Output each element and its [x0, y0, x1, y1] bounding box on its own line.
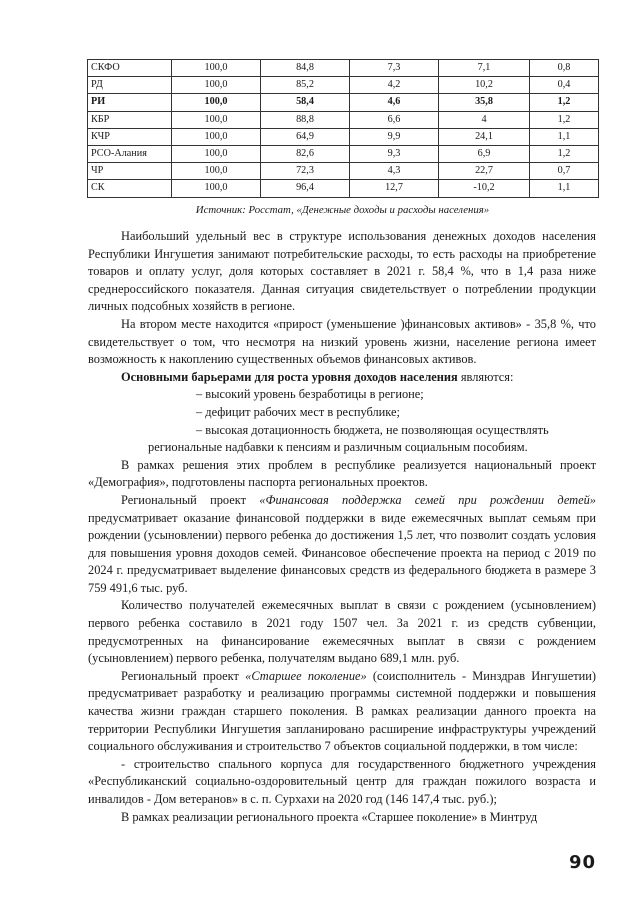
table-cell: 100,0 — [172, 163, 261, 180]
table-cell: 84,8 — [261, 60, 350, 77]
table-cell: 0,8 — [530, 60, 599, 77]
table-cell: 35,8 — [439, 94, 530, 111]
table-cell: 0,4 — [530, 77, 599, 94]
list-item: – высокий уровень безработицы в регионе; — [196, 387, 424, 402]
table-cell: -10,2 — [439, 180, 530, 197]
table-cell: 1,2 — [530, 145, 599, 162]
paragraph: В рамках реализации регионального проекта «Старшее поколение» в Минтруд — [121, 809, 538, 824]
table-cell: 1,1 — [530, 128, 599, 145]
paragraph: Количество получателей ежемесячных выплат в связи с рождением (усыновлением) первого ребенка составило в 2021 году 1507 чел. За 2021 г. из средств субвенции, предусмотренных на финансирование ежемесячных выплат в связи с рождением (усыновлением) первого ребенка, получателям выдано 689,1 млн. руб. — [88, 598, 596, 666]
table-cell: РИ — [88, 94, 172, 111]
table-cell: 100,0 — [172, 145, 261, 162]
table-cell: 100,0 — [172, 94, 261, 111]
table-cell: 6,6 — [350, 111, 439, 128]
list-item-continuation: региональные надбавки к пенсиям и различным социальным пособиям. — [148, 440, 528, 455]
table-cell: 85,2 — [261, 77, 350, 94]
table-cell: РСО-Алания — [88, 145, 172, 162]
table-cell: 1,1 — [530, 180, 599, 197]
paragraph: Региональный проект «Финансовая поддержка семей при рождении детей» предусматривает оказание финансовой поддержки в виде ежемесячных выплат семьям при рождении (усыновлении) первого ребенка до достижения 1,5 лет, что позволит создать условия для повышения уровня доходов семей. Финансовое обеспечение проекта на период с 2019 по 2024 г. предусматривает выделение финансовых средств из федерального бюджета в размере 3 759 491,6 тыс. руб. — [88, 492, 596, 595]
paragraph: Наибольший удельный вес в структуре использования денежных доходов населения Республики Ингушетия занимают потребительские расходы, то есть расходы на приобретение товаров и оплату услуг, доля которых составляет в 2021 г. 58,4 %, что в 1,4 раза ниже среднероссийского показателя. Данная ситуация свидетельствует о потреблении продукции личных подсобных хозяйств в регионе. — [88, 229, 596, 314]
paragraph: - строительство спального корпуса для государственного бюджетного учреждения «Республиканский социально-оздоровительный центр для граждан пожилого возраста и инвалидов - Дом ветеранов» в с. п. Сурхахи на 2020 год (146 147,4 тыс. руб.); — [88, 756, 596, 806]
table-row — [88, 94, 599, 111]
table-cell: ЧР — [88, 163, 172, 180]
table-cell: 7,1 — [439, 60, 530, 77]
paragraph: В рамках решения этих проблем в республике реализуется национальный проект «Демография», подготовлены паспорта региональных проектов. — [88, 457, 596, 490]
table-cell: 82,6 — [261, 145, 350, 162]
paragraph: Региональный проект «Старшее поколение» (соисполнитель - Минздрав Ингушетии) предусматривает разработку и реализацию программы системной поддержки и повышения качества жизни граждан старшего поколения. В рамках реализации данного проекта на территории Республики Ингушетия запланировано расширение инфраструктуры учреждений социального обслуживания и строительство 7 объектов социальной поддержки, в том числе: — [88, 668, 596, 754]
table-cell: 24,1 — [439, 128, 530, 145]
table-cell: 4,3 — [350, 163, 439, 180]
table-row — [88, 128, 599, 145]
table-cell: 10,2 — [439, 77, 530, 94]
table-cell: 96,4 — [261, 180, 350, 197]
table-cell: СК — [88, 180, 172, 197]
table-cell: РД — [88, 77, 172, 94]
table-row — [88, 111, 599, 128]
table-cell: 4 — [439, 111, 530, 128]
table-row — [88, 180, 599, 197]
table-cell: 9,3 — [350, 145, 439, 162]
table-cell: 0,7 — [530, 163, 599, 180]
table-cell: 4,2 — [350, 77, 439, 94]
document-body — [88, 228, 596, 826]
table-cell: 7,3 — [350, 60, 439, 77]
table-cell: 22,7 — [439, 163, 530, 180]
list-item: – дефицит рабочих мест в республике; — [196, 404, 400, 419]
table-row — [88, 77, 599, 94]
table-cell: 1,2 — [530, 94, 599, 111]
table-row — [88, 163, 599, 180]
table-row — [88, 60, 599, 77]
regional-table — [87, 59, 599, 198]
table-cell: 100,0 — [172, 77, 261, 94]
table-row — [88, 145, 599, 162]
table-cell: 64,9 — [261, 128, 350, 145]
table-cell: 100,0 — [172, 60, 261, 77]
table-cell: 9,9 — [350, 128, 439, 145]
paragraph: На втором месте находится «прирост (уменьшение )финансовых активов» - 35,8 %, что свидетельствует о том, что несмотря на низкий уровень жизни, население региона имеет возможность к накоплению существенных объемов финансовых активов. — [88, 316, 596, 367]
table-cell: 1,2 — [530, 111, 599, 128]
page-number: 90 — [568, 852, 596, 873]
table-cell: 100,0 — [172, 180, 261, 197]
table-cell: СКФО — [88, 60, 172, 77]
table-cell: 4,6 — [350, 94, 439, 111]
table-cell: 6,9 — [439, 145, 530, 162]
table-cell: 100,0 — [172, 111, 261, 128]
table-cell: 88,8 — [261, 111, 350, 128]
table-cell: 58,4 — [261, 94, 350, 111]
bold-lead: Основными барьерами для роста уровня доходов населения — [121, 369, 458, 384]
table-cell: 72,3 — [261, 163, 350, 180]
table-cell: 100,0 — [172, 128, 261, 145]
table-cell: 12,7 — [350, 180, 439, 197]
list-item: – высокая дотационность бюджета, не позволяющая осуществлять — [196, 422, 549, 437]
table-cell: КЧР — [88, 128, 172, 145]
paragraph: Основными барьерами для роста уровня доходов населения являются: — [121, 369, 514, 384]
table-cell: КБР — [88, 111, 172, 128]
table-source-caption: Источник: Росстат, «Денежные доходы и расходы населения» — [195, 204, 490, 216]
